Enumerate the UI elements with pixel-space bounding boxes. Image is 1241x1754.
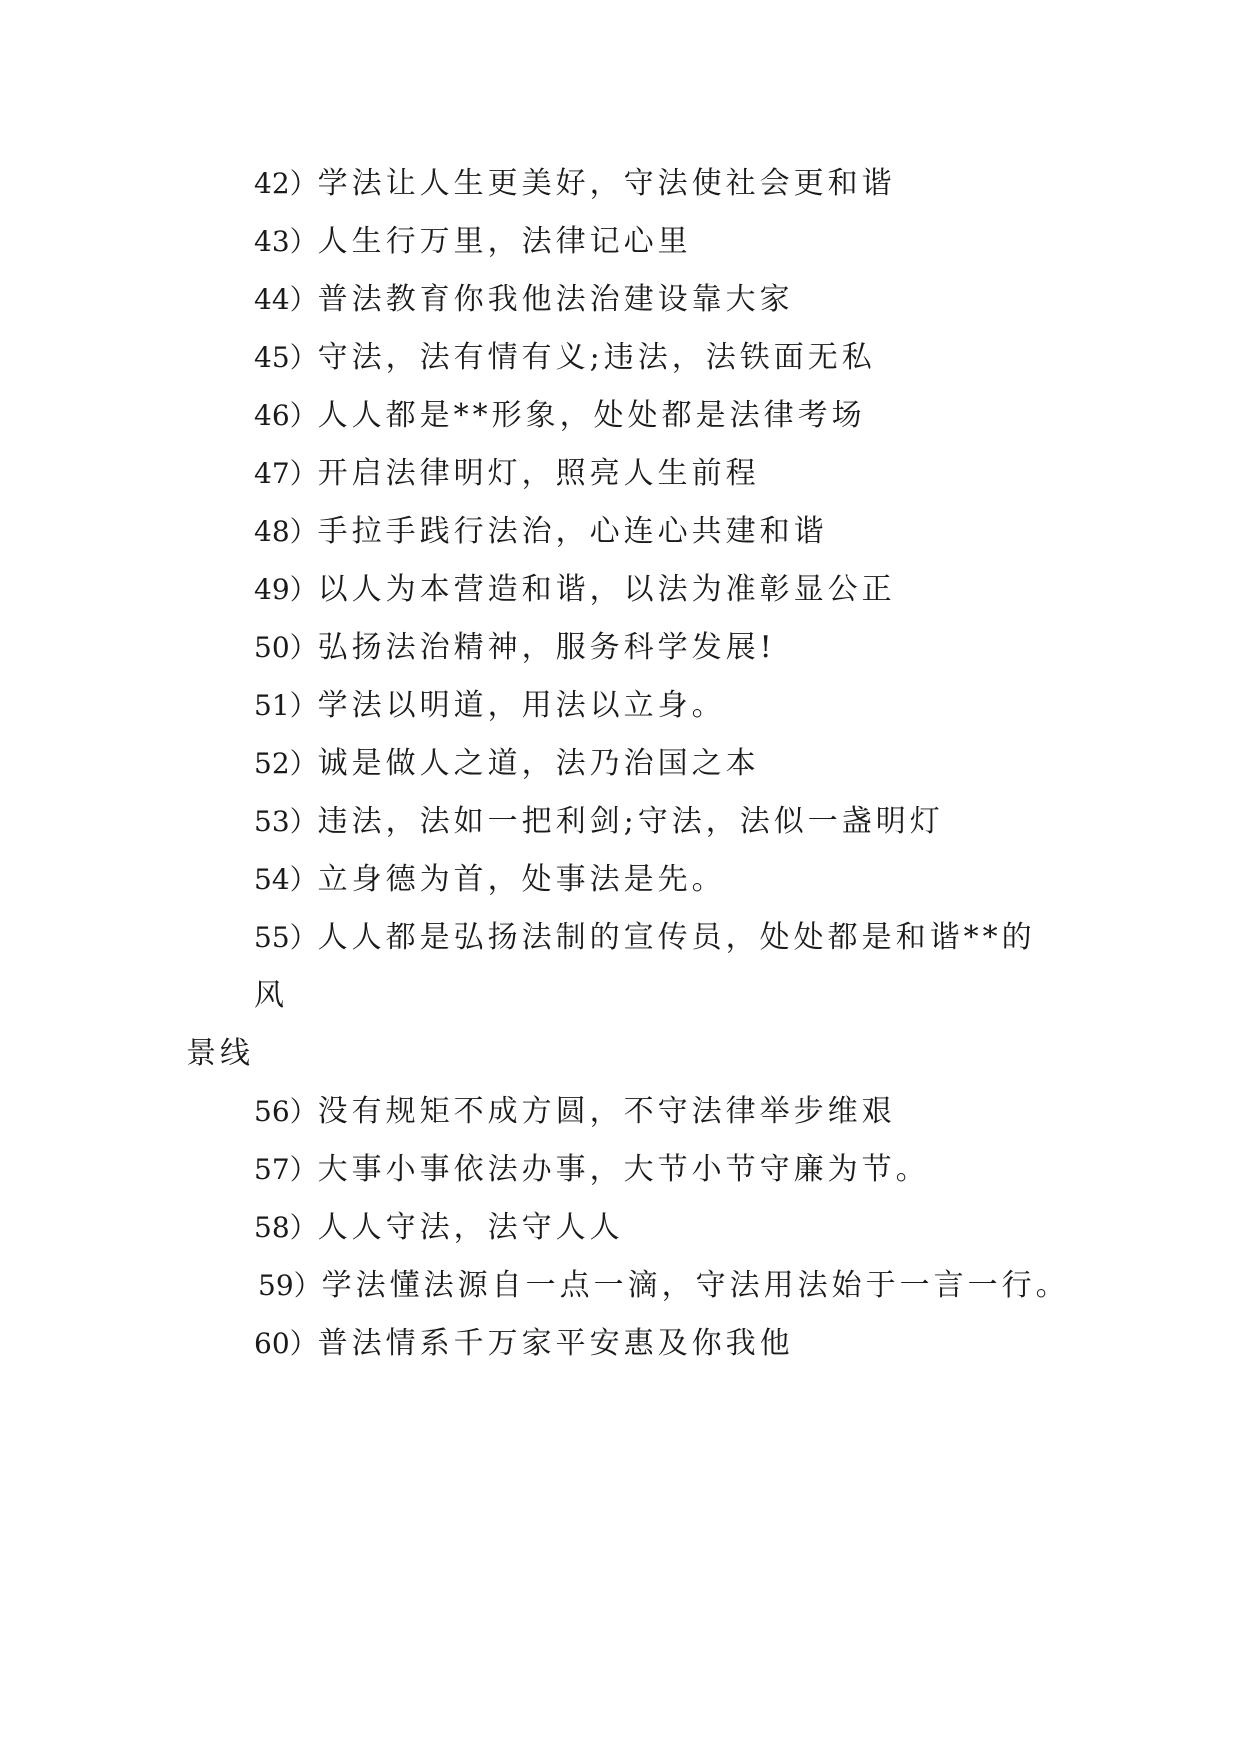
item-text: 守法，法有情有义;违法，法铁面无私 bbox=[317, 340, 876, 375]
item-number: 54） bbox=[254, 863, 318, 896]
item-text: 学法让人生更美好，守法使社会更和谐 bbox=[317, 166, 896, 201]
list-item bbox=[186, 735, 1066, 793]
item-text: 弘扬法治精神，服务科学发展! bbox=[317, 630, 776, 665]
item-number: 42） bbox=[254, 167, 318, 200]
item-text: 学法懂法源自一点一滴，守法用法始于一言一行。 bbox=[321, 1268, 1070, 1303]
item-number: 46） bbox=[254, 399, 318, 432]
item-text: 大事小事依法办事，大节小节守廉为节。 bbox=[317, 1152, 930, 1187]
item-text: 人人都是弘扬法制的宣传员，处处都是和谐**的风 bbox=[254, 920, 1036, 1013]
list-item bbox=[186, 851, 1066, 909]
item-number: 60） bbox=[254, 1327, 318, 1360]
item-text: 人人守法，法守人人 bbox=[317, 1210, 624, 1245]
list-item bbox=[186, 1141, 1066, 1199]
item-text: 人人都是**形象，处处都是法律考场 bbox=[317, 398, 866, 433]
item-number: 58） bbox=[254, 1211, 318, 1244]
item-number: 56） bbox=[254, 1095, 318, 1128]
item-text: 违法，法如一把利剑;守法，法似一盏明灯 bbox=[317, 804, 944, 839]
list-item bbox=[186, 329, 1066, 387]
list-item bbox=[186, 561, 1066, 619]
item-text: 以人为本营造和谐，以法为准彰显公正 bbox=[317, 572, 896, 607]
item-number: 49） bbox=[254, 573, 318, 606]
item-number: 45） bbox=[254, 341, 318, 374]
item-number: 53） bbox=[254, 805, 318, 838]
item-number: 44） bbox=[254, 283, 318, 316]
item-text-continuation: 景线 bbox=[186, 1036, 254, 1071]
item-number: 51） bbox=[254, 689, 318, 722]
item-number: 57） bbox=[254, 1153, 318, 1186]
list-item bbox=[186, 793, 1066, 851]
list-item bbox=[186, 909, 1066, 1083]
list-item bbox=[186, 677, 1066, 735]
list-item bbox=[186, 1257, 1070, 1315]
list-item bbox=[186, 503, 1066, 561]
list-item bbox=[186, 619, 1066, 677]
slogan-list bbox=[186, 155, 1070, 1373]
item-number: 43） bbox=[254, 225, 318, 258]
item-text: 开启法律明灯，照亮人生前程 bbox=[317, 456, 760, 491]
list-item bbox=[186, 1315, 1066, 1373]
item-number: 47） bbox=[254, 457, 318, 490]
list-item bbox=[186, 155, 1066, 213]
item-number: 48） bbox=[254, 515, 318, 548]
item-text: 没有规矩不成方圆，不守法律举步维艰 bbox=[317, 1094, 896, 1129]
item-text: 普法教育你我他法治建设靠大家 bbox=[317, 282, 794, 317]
list-item bbox=[186, 1199, 1066, 1257]
list-item bbox=[186, 271, 1066, 329]
item-number: 52） bbox=[254, 747, 318, 780]
item-text: 手拉手践行法治，心连心共建和谐 bbox=[317, 514, 828, 549]
list-item bbox=[186, 213, 1066, 271]
item-text: 学法以明道，用法以立身。 bbox=[317, 688, 726, 723]
list-item bbox=[186, 1083, 1066, 1141]
item-text: 人生行万里，法律记心里 bbox=[317, 224, 692, 259]
item-text: 普法情系千万家平安惠及你我他 bbox=[317, 1326, 794, 1361]
item-number: 55） bbox=[254, 921, 318, 954]
item-number: 59） bbox=[258, 1269, 322, 1302]
list-item bbox=[186, 387, 1066, 445]
item-number: 50） bbox=[254, 631, 318, 664]
item-text: 诚是做人之道，法乃治国之本 bbox=[317, 746, 760, 781]
item-text: 立身德为首，处事法是先。 bbox=[317, 862, 726, 897]
list-item bbox=[186, 445, 1066, 503]
